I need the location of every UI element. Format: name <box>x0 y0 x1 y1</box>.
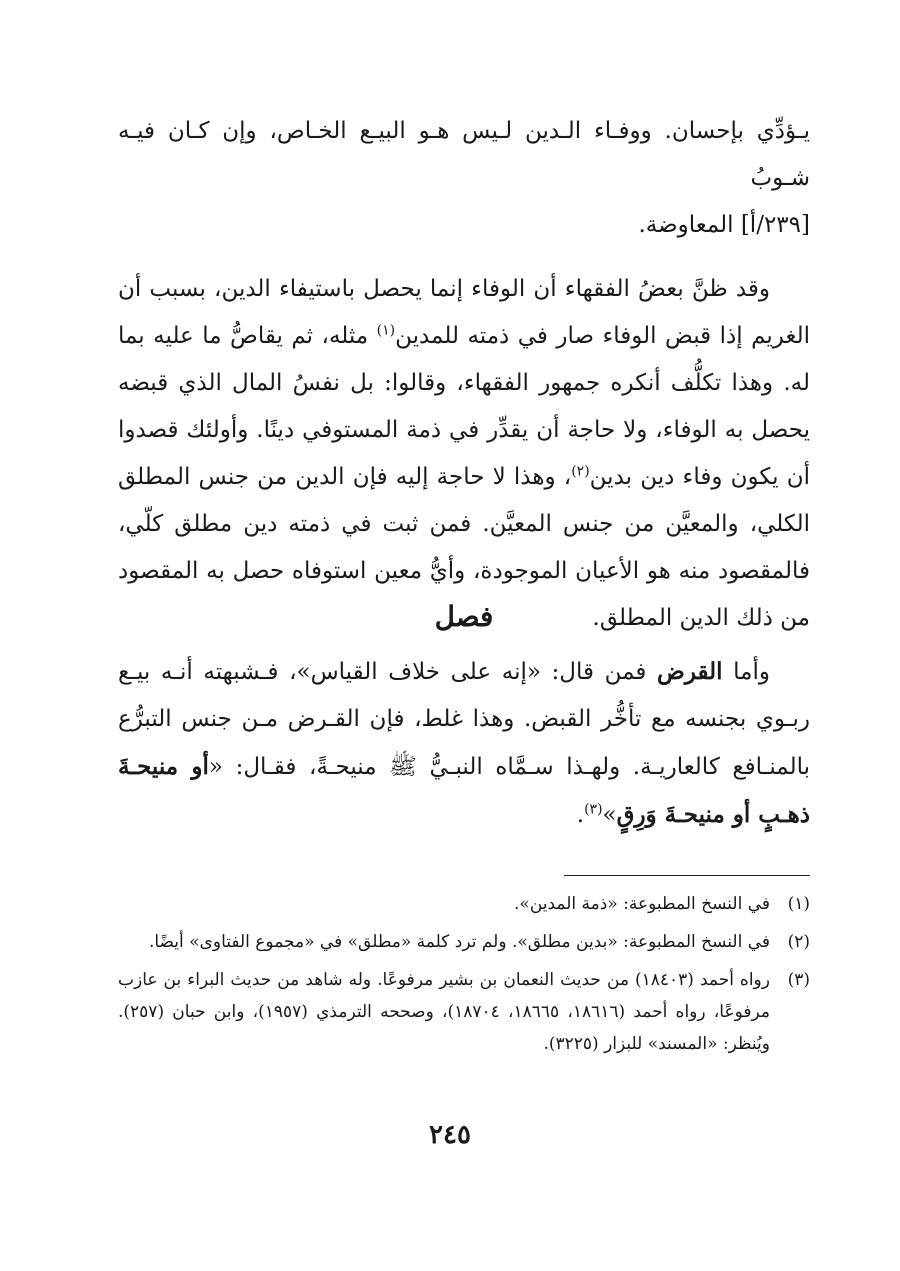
footnote-ref-1[interactable]: (١) <box>376 322 396 339</box>
section-paragraph <box>118 648 810 839</box>
paragraph-2-part-1: وقد ظنَّ بعضُ الفقهاء أن الوفاء إنما يحصل باستيفاء الدين، بسبب أن الغريم إذا قبض الوفاء صار في ذمته للمدين <box>118 276 810 349</box>
section-part-3: » <box>602 802 617 828</box>
section-text <box>118 648 810 839</box>
bold-term-qard: القرض <box>657 658 723 685</box>
footnote-ref-2[interactable]: (٢) <box>571 463 590 480</box>
section-part-1: وأما <box>722 659 770 685</box>
section-heading: فصل <box>434 600 494 633</box>
paragraph-1-line-1: يـؤدِّي بإحسان. ووفـاء الـدين لـيس هـو البيـع الخـاص، وإن كـان فيـه شـوبُ <box>118 118 810 191</box>
footnote-number: (١) <box>787 894 810 914</box>
footnote-number: (٣) <box>787 970 810 990</box>
paragraph-1-line-2: [٢٣٩/أ] المعاوضة. <box>638 212 810 238</box>
footnote-text: رواه أحمد (١٨٤٠٣) من حديث النعمان بن بشير مرفوعًا. وله شاهد من حديث البراء بن عازب مرفوعًا، رواه أحمد (١٨٦١٦، ١٨٦٦٥، ١٨٧٠٤)، وصححه الترمذي (١٩٥٧)، وابن حبان (٢٥٧). ويُنظر: «المسند» للبزار (٣٢٢٥). <box>118 970 771 1054</box>
page-number: ٢٤٥ <box>429 1120 471 1150</box>
footnote-1 <box>118 888 810 920</box>
hadith-quote: أو منيحـةَ ذهـبٍ أو منيحـةَ وَرِقٍ <box>118 753 810 828</box>
paragraph-1 <box>118 108 810 249</box>
footnote-text: في النسخ المطبوعة: «ذمة المدين». <box>514 894 770 914</box>
footnotes <box>118 888 810 1066</box>
footnote-number: (٢) <box>787 932 810 952</box>
section-part-2: فمن قال: «إنه على خلاف القياس»، فـشبهته أنـه بيـع ربـوي بجنسه مع تأخُّر القبض. وهذا غلط، فإن القـرض مـن جنس التبرُّع بالمنـافع كالعاريـة. ولهـذا سـمَّاه النبـيُّ ﷺ منيحـةً، فقـال: « <box>118 659 810 780</box>
paragraph-2 <box>118 266 810 642</box>
main-text <box>118 108 810 642</box>
footnote-ref-3[interactable]: (٣) <box>584 801 603 818</box>
paragraph-2-part-2: مثله، ثم يقاصُّ ما عليه بما له. وهذا تكلُّف أنكره جمهور الفقهاء، وقالوا: بل نفسُ المال الذي قبضه يحصل به الوفاء، ولا حاجة أن يقدِّر في ذمة المستوفي دينًا. وأولئك قصدوا أن يكون وفاء دين بدين <box>118 323 810 490</box>
paragraph-2-part-3: ، وهذا لا حاجة إليه فإن الدين من جنس المطلق الكلي، والمعيَّن من جنس المعيَّن. فمن ثبت في ذمته دين مطلق كلّي، فالمقصود منه هو الأعيان الموجودة، وأيُّ معين استوفاه حصل به المقصود من ذلك الدين المطلق. <box>118 464 810 631</box>
section-part-4: . <box>576 802 585 828</box>
footnote-text: في النسخ المطبوعة: «بدين مطلق». ولم ترد كلمة «مطلق» في «مجموع الفتاوى» أيضًا. <box>148 932 770 952</box>
footnote-separator <box>564 875 810 876</box>
footnote-2 <box>118 926 810 958</box>
footnote-3 <box>118 964 810 1060</box>
